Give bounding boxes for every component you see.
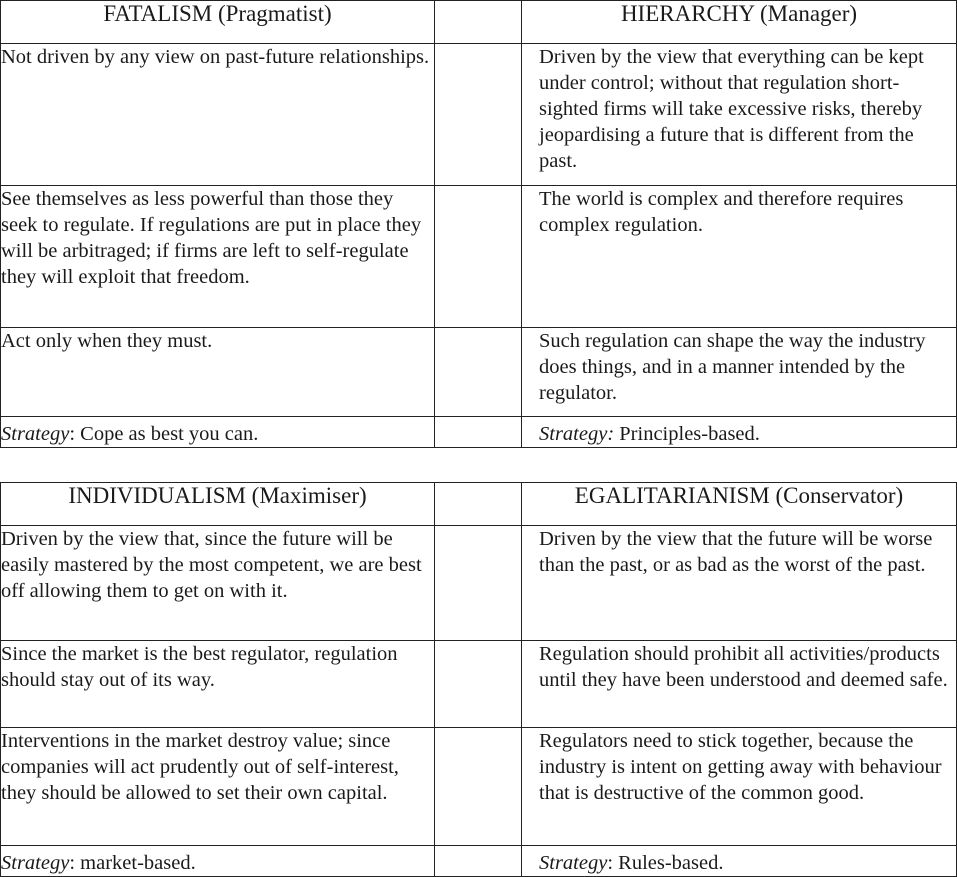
strategy-label: Strategy	[1, 423, 70, 445]
hierarchy-strategy	[522, 417, 957, 448]
hierarchy-cell: The world is complex and therefore requires complex regulation.	[522, 186, 957, 328]
spacer-cell	[435, 186, 522, 328]
individualism-cell: Since the market is the best regulator, regulation should stay out of its way.	[1, 641, 435, 728]
strategy-value: : market-based.	[69, 852, 196, 874]
individualism-cell: Interventions in the market destroy value; since companies will act prudently out of self-interest, they should be allowed to set their own capital.	[1, 728, 435, 846]
table-row	[1, 44, 957, 186]
strategy-label: Strategy:	[539, 423, 615, 445]
table-header-row	[1, 483, 957, 526]
spacer-cell	[435, 641, 522, 728]
strategy-row	[1, 846, 957, 877]
fatalism-cell: Not driven by any view on past-future relationships.	[1, 44, 435, 186]
egalitarianism-header: EGALITARIANISM (Conservator)	[522, 483, 957, 526]
hierarchy-cell: Driven by the view that everything can be kept under control; without that regulation short-sighted firms will take excessive risks, thereby jeopardising a future that is different from the past.	[522, 44, 957, 186]
cultural-theory-table-bottom	[0, 482, 957, 877]
egalitarianism-strategy	[522, 846, 957, 877]
table-header-row	[1, 1, 957, 44]
strategy-value: : Rules-based.	[607, 852, 724, 874]
fatalism-cell: See themselves as less powerful than those they seek to regulate. If regulations are put in place they will be arbitraged; if firms are left to self-regulate they will exploit that freedom.	[1, 186, 435, 328]
spacer-cell	[435, 728, 522, 846]
header-spacer	[435, 1, 522, 44]
strategy-label: Strategy	[539, 852, 608, 874]
strategy-label: Strategy	[1, 852, 70, 874]
individualism-header: INDIVIDUALISM (Maximiser)	[1, 483, 435, 526]
table-row	[1, 526, 957, 641]
fatalism-strategy	[1, 417, 435, 448]
spacer-cell	[435, 328, 522, 417]
table-row	[1, 186, 957, 328]
egalitarianism-cell: Regulation should prohibit all activities/products until they have been understood and deemed safe.	[522, 641, 957, 728]
table-row	[1, 641, 957, 728]
header-spacer	[435, 483, 522, 526]
strategy-row	[1, 417, 957, 448]
spacer-cell	[435, 417, 522, 448]
egalitarianism-cell: Driven by the view that the future will be worse than the past, or as bad as the worst of the past.	[522, 526, 957, 641]
fatalism-header: FATALISM (Pragmatist)	[1, 1, 435, 44]
individualism-strategy	[1, 846, 435, 877]
spacer-cell	[435, 526, 522, 641]
strategy-value: Principles-based.	[614, 423, 760, 445]
spacer-cell	[435, 44, 522, 186]
table-row	[1, 328, 957, 417]
individualism-cell: Driven by the view that, since the future will be easily mastered by the most competent, we are best off allowing them to get on with it.	[1, 526, 435, 641]
egalitarianism-cell: Regulators need to stick together, because the industry is intent on getting away with behaviour that is destructive of the common good.	[522, 728, 957, 846]
table-row	[1, 728, 957, 846]
hierarchy-cell: Such regulation can shape the way the industry does things, and in a manner intended by the regulator.	[522, 328, 957, 417]
fatalism-cell: Act only when they must.	[1, 328, 435, 417]
spacer-cell	[435, 846, 522, 877]
hierarchy-header: HIERARCHY (Manager)	[522, 1, 957, 44]
strategy-value: : Cope as best you can.	[69, 423, 259, 445]
